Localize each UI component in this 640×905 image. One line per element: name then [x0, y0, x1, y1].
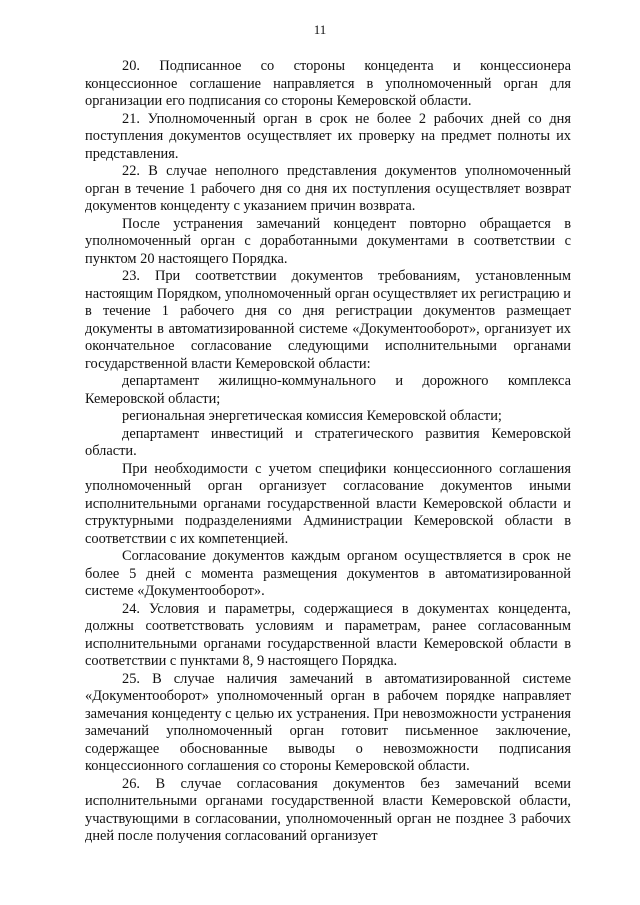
- document-body: [85, 58, 571, 846]
- paragraph-23: 23. При соответствии документов требованиям, установленным настоящим Порядком, уполномоченный орган осуществляет их регистрацию и в течение 1 рабочего дня со дня регистрации документов размещает документы в автоматизированной системе «Документооборот», организует их окончательное согласование следующими исполнительными органами государственной власти Кемеровской области:: [85, 268, 571, 372]
- paragraph-23-approval-term: Согласование документов каждым органом осуществляется в срок не более 5 дней с момента размещения документов в автоматизированной системе «Документооборот».: [85, 548, 571, 599]
- page-number: 11: [313, 22, 327, 37]
- paragraph-25: 25. В случае наличия замечаний в автоматизированной системе «Документооборот» уполномоченный орган в рабочем порядке направляет замечания концеденту с целью их устранения. При невозможности устранения замечаний уполномоченный орган готовит письменное заключение, содержащее обоснованные выводы о невозможности подписания концессионного соглашения со стороны Кемеровской области.: [85, 670, 571, 774]
- paragraph-23-additional-approval: При необходимости с учетом специфики концессионного соглашения уполномоченный орган организует согласование документов иными исполнительными органами государственной власти Кемеровской области и структурными подразделениями Администрации Кемеровской области в соответствии с их компетенцией.: [85, 460, 571, 547]
- paragraph-24: 24. Условия и параметры, содержащиеся в документах концедента, должны соответствовать условиям и параметрам, ранее согласованным исполнительными органами государственной власти Кемеровской области в соответствии с пунктами 8, 9 настоящего Порядка.: [85, 600, 571, 669]
- list-item-energy-commission: региональная энергетическая комиссия Кемеровской области;: [122, 408, 502, 424]
- paragraph-20: 20. Подписанное со стороны концедента и концессионера концессионное соглашение направляется в уполномоченный орган для организации его подписания со стороны Кемеровской области.: [85, 58, 571, 109]
- paragraph-22: 22. В случае неполного представления документов уполномоченный орган в течение 1 рабочего дня со дня их поступления осуществляет возврат документов концеденту с указанием причин возврата.: [85, 163, 571, 214]
- list-item-housing-department: департамент жилищно-коммунального и дорожного комплекса Кемеровской области;: [85, 373, 571, 407]
- list-item-investment-department: департамент инвестиций и стратегического развития Кемеровской области.: [85, 425, 571, 459]
- paragraph-26: 26. В случае согласования документов без замечаний всеми исполнительными органами государственной власти Кемеровской области, участвующими в согласовании, уполномоченный орган не позднее 3 рабочих дней после получения согласований организует: [85, 775, 571, 844]
- paragraph-21: 21. Уполномоченный орган в срок не более 2 рабочих дней со дня поступления документов осуществляет их проверку на предмет полноты их представления.: [85, 110, 571, 162]
- paragraph-22-resubmission: После устранения замечаний концедент повторно обращается в уполномоченный орган с доработанными документами в соответствии с пунктом 20 настоящего Порядка.: [85, 215, 571, 267]
